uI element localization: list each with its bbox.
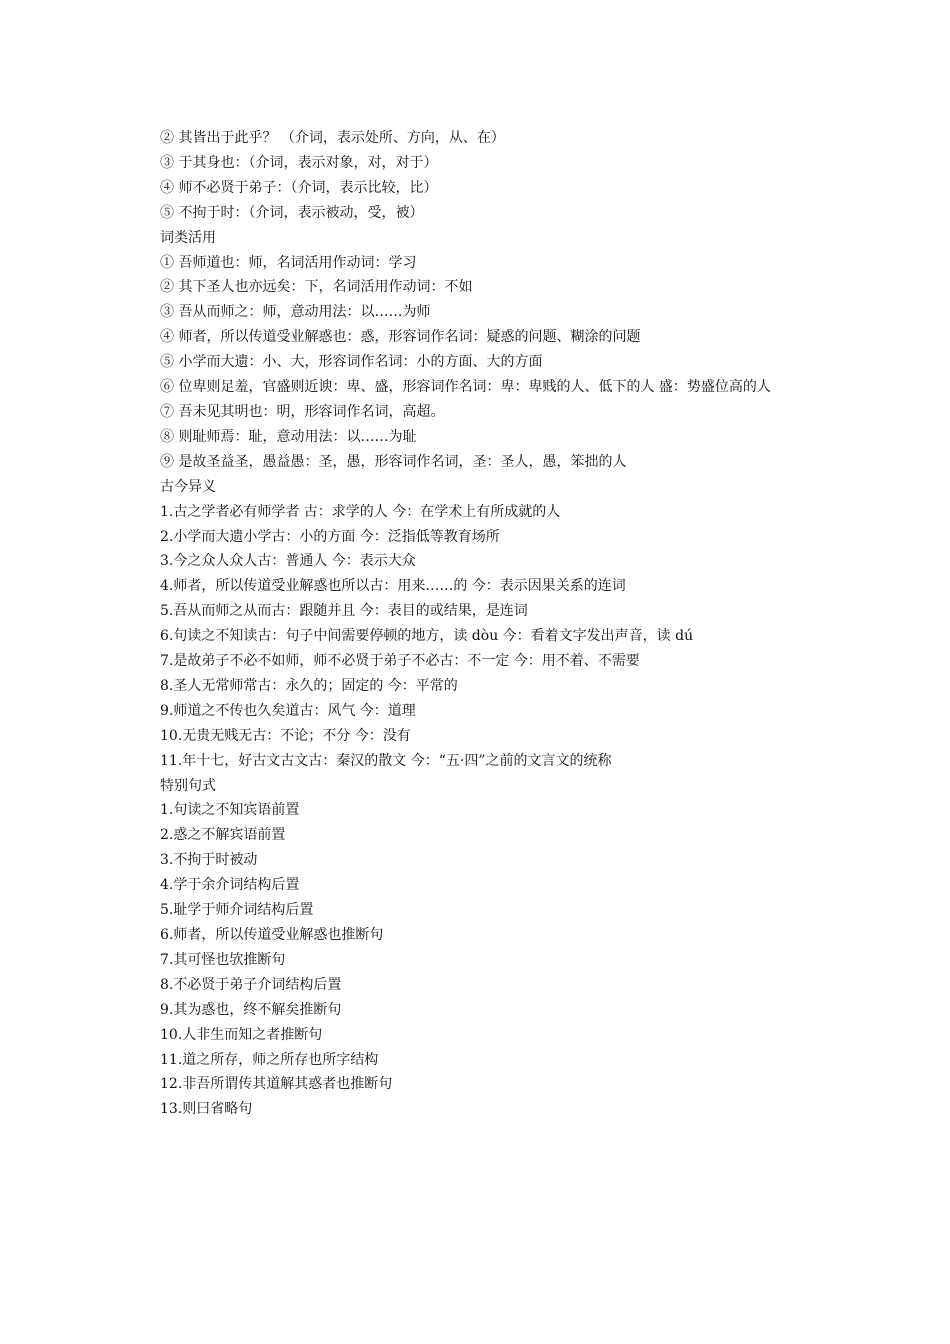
document-body	[145, 126, 810, 1122]
ancient-modern-item: 4.师者，所以传道受业解惑也所以古：用来……的 今：表示因果关系的连词	[160, 578, 626, 595]
section-heading-special-sentences: 特别句式	[160, 777, 216, 794]
special-sentence-item: 4.学于余介词结构后置	[160, 877, 300, 894]
ancient-modern-item: 10.无贵无贱无古：不论；不分 今：没有	[160, 727, 411, 744]
special-sentence-item: 9.其为惑也，终不解矣推断句	[160, 1001, 342, 1018]
special-sentences-section	[145, 774, 810, 1123]
special-sentence-item: 6.师者，所以传道受业解惑也推断句	[160, 927, 384, 943]
preposition-item: ⑤ 不拘于时：（介词，表示被动，受，被）	[160, 204, 424, 221]
word-class-item: ③ 吾从而师之：师，意动用法：以……为师	[160, 304, 431, 321]
special-sentence-item: 2.惑之不解宾语前置	[160, 827, 286, 844]
preposition-item: ③ 于其身也：（介词，表示对象，对，对于）	[160, 154, 438, 171]
preposition-item: ④ 师不必贤于弟子：（介词，表示比较，比）	[160, 179, 438, 196]
ancient-modern-item: 5.吾从而师之从而古：跟随并且 今：表目的或结果，是连词	[160, 603, 528, 620]
ancient-modern-item: 7.是故弟子不必不如师，师不必贤于弟子不必古：不一定 今：用不着、不需要	[160, 653, 640, 670]
word-class-item: ⑨ 是故圣益圣，愚益愚：圣，愚，形容词作名词，圣：圣人，愚，笨拙的人	[160, 453, 627, 470]
word-class-item: ④ 师者，所以传道受业解惑也：惑，形容词作名词：疑惑的问题、糊涂的问题	[160, 329, 641, 346]
ancient-modern-item: 9.师道之不传也久矣道古：风气 今：道理	[160, 702, 416, 719]
special-sentence-item: 13.则曰省略句	[160, 1101, 253, 1118]
word-class-item: ⑧ 则耻师焉：耻，意动用法：以……为耻	[160, 428, 417, 445]
word-class-item: ⑦ 吾未见其明也：明，形容词作名词，高超。	[160, 403, 445, 420]
ancient-modern-item: 3.今之众人众人古：普通人 今：表示大众	[160, 553, 416, 570]
word-class-item: ② 其下圣人也亦远矣：下，名词活用作动词：不如	[160, 279, 473, 296]
ancient-modern-item: 11.年十七，好古文古文古：秦汉的散文 今：“五·四”之前的文言文的统称	[160, 752, 612, 769]
section-heading-ancient-modern: 古今异义	[160, 478, 216, 495]
section-heading-word-class: 词类活用	[160, 229, 216, 246]
special-sentence-item: 8.不必贤于弟子介词结构后置	[160, 976, 342, 993]
ancient-modern-section	[145, 475, 810, 774]
special-sentence-item: 1.句读之不知宾语前置	[160, 802, 300, 819]
word-class-item: ① 吾师道也：师，名词活用作动词：学习	[160, 254, 417, 271]
ancient-modern-item: 6.句读之不知读古：句子中间需要停顿的地方，读 dòu 今：看着文字发出声音，读 dú	[160, 628, 694, 645]
word-class-item: ⑥ 位卑则足羞，官盛则近谀：卑、盛，形容词作名词：卑：卑贱的人、低下的人 盛：势盛位高的人	[160, 379, 771, 396]
special-sentence-item: 3.不拘于时被动	[160, 852, 258, 869]
special-sentence-item: 7.其可怪也欤推断句	[160, 951, 286, 968]
special-sentence-item: 12.非吾所谓传其道解其惑者也推断句	[160, 1076, 393, 1093]
special-sentence-item: 5.耻学于师介词结构后置	[160, 902, 314, 919]
special-sentence-item: 11.道之所存，师之所存也所字结构	[160, 1051, 379, 1068]
word-class-item: ⑤ 小学而大遗：小、大，形容词作名词：小的方面、大的方面	[160, 354, 543, 371]
special-sentence-item: 10.人非生而知之者推断句	[160, 1026, 323, 1043]
preposition-item: ② 其皆出于此乎？ （介词，表示处所、方向，从、在）	[160, 130, 505, 146]
ancient-modern-item: 1.古之学者必有师学者 古：求学的人 今：在学术上有所成就的人	[160, 503, 561, 520]
word-class-section	[145, 226, 810, 475]
ancient-modern-item: 2.小学而大遗小学古：小的方面 今：泛指低等教育场所	[160, 528, 500, 545]
preposition-section	[145, 126, 810, 226]
ancient-modern-item: 8.圣人无常师常古：永久的；固定的 今：平常的	[160, 677, 458, 694]
